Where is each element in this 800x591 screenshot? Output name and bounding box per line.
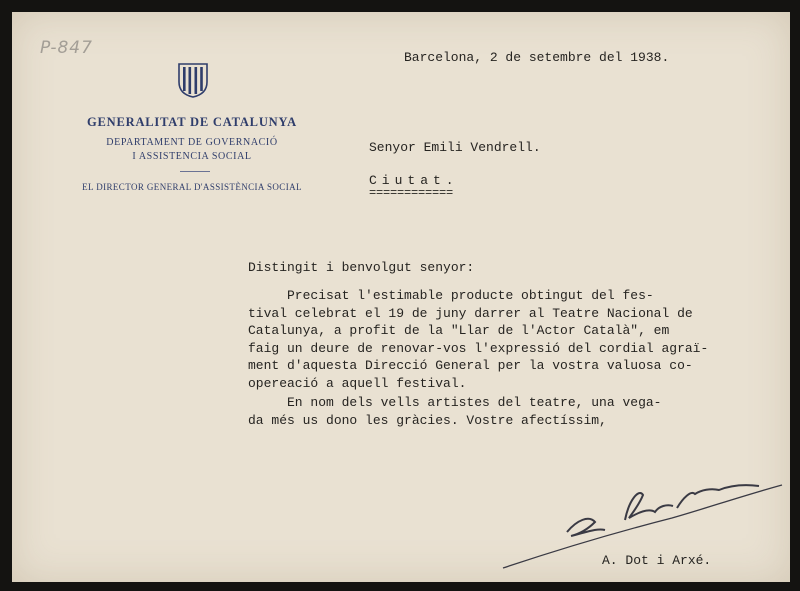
body-paragraph-1: Precisat l'estimable producte obtingut del fes- tival celebrat el 19 de juny darrer al Teatre Nacional de Catalunya, a profit de la "Llar de l'Actor Català", em faig un deure de renovar-vos l'expressió del cordial agraï- ment d'aquesta Direcció General per la vostra valuosa co- opereació a aquell festival.: [248, 288, 709, 391]
archive-mark: P-847: [40, 38, 93, 58]
letterhead-divider: [180, 171, 210, 172]
letterhead-department-line1: DEPARTAMENT DE GOVERNACIÓ: [106, 137, 278, 148]
letterhead-organization: GENERALITAT DE CATALUNYA: [87, 115, 297, 129]
salutation: Distingit i benvolgut senyor:: [248, 260, 475, 275]
body-paragraph-2: En nom dels vells artistes del teatre, una vega- da més us dono les gràcies. Vostre afectíssim,: [248, 395, 662, 428]
letter-page: [12, 12, 790, 582]
letterhead-director: EL DIRECTOR GENERAL D'ASSISTÈNCIA SOCIAL: [82, 182, 302, 192]
letterhead-department-line2: I ASSISTENCIA SOCIAL: [132, 151, 252, 162]
letterhead-department: [67, 136, 317, 164]
generalitat-emblem-icon: [177, 62, 209, 98]
addressee-city: Ciutat.: [369, 173, 459, 188]
letter-date: Barcelona, 2 de setembre del 1938.: [404, 50, 670, 65]
city-underline: ============: [369, 186, 454, 200]
signer-name: A. Dot i Arxé.: [602, 553, 712, 568]
addressee: Senyor Emili Vendrell.: [369, 140, 541, 155]
